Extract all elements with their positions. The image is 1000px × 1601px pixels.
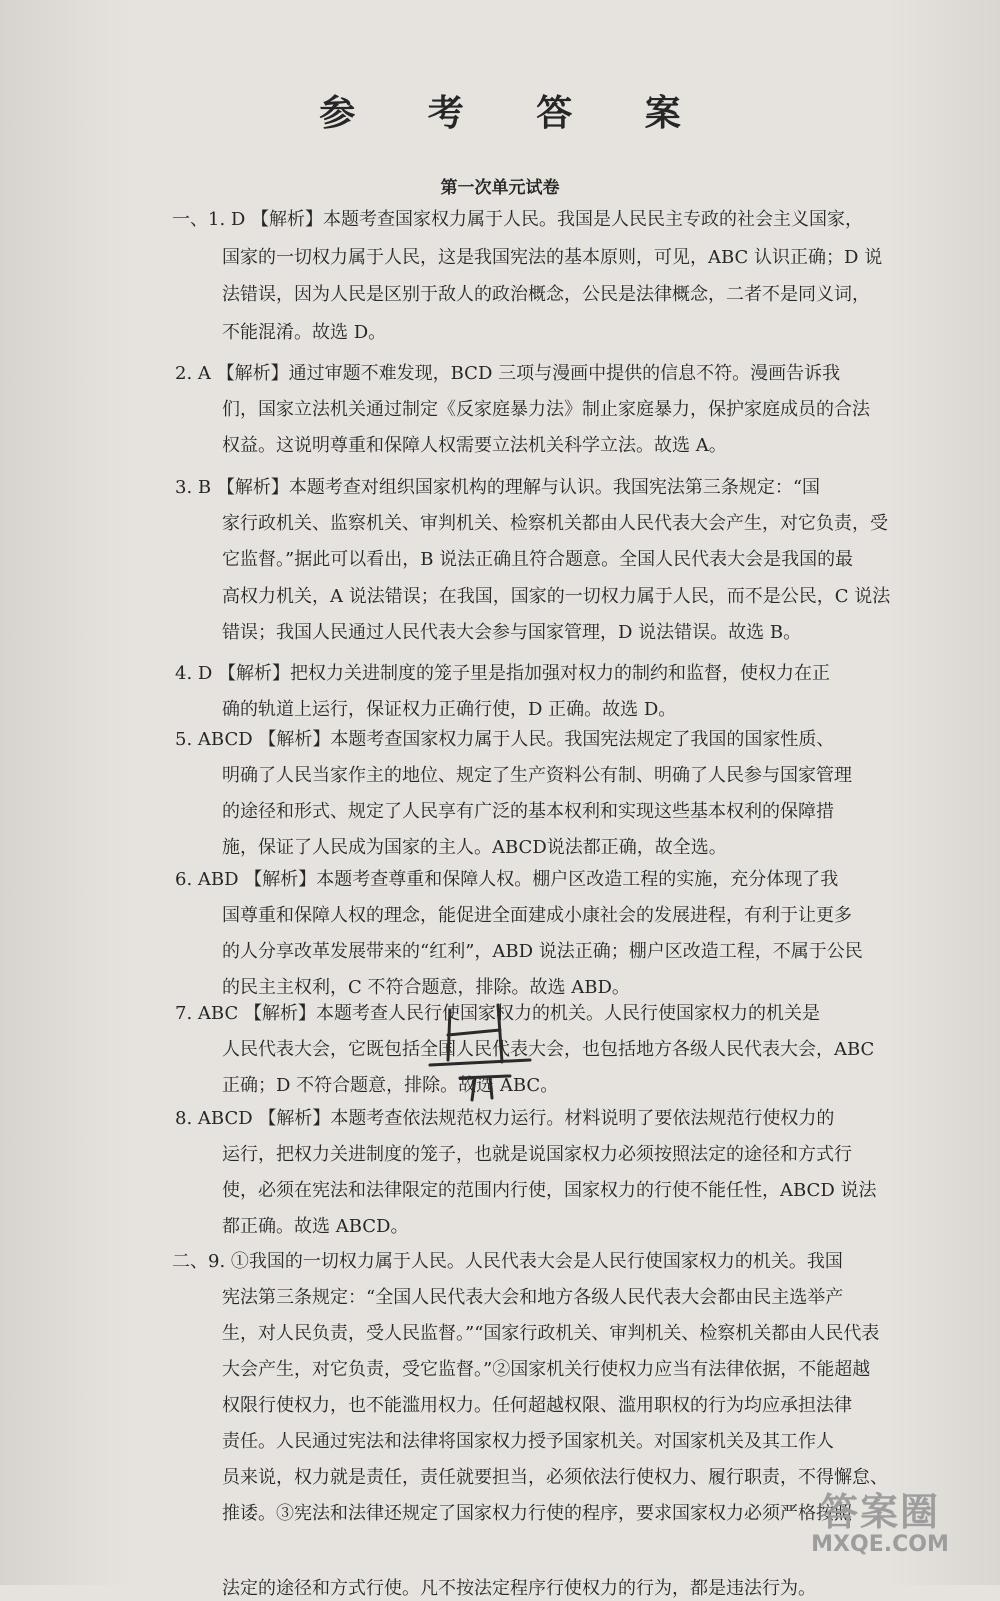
text-line: 的途径和形式、规定了人民享有广泛的基本权利和实现这些基本权利的保障措 bbox=[222, 801, 834, 822]
text-line: 6. ABD 【解析】本题考查尊重和保障人权。棚户区改造工程的实施，充分体现了我 bbox=[175, 869, 839, 890]
text-line: 人民代表大会，它既包括全国人民代表大会，也包括地方各级人民代表大会，ABC bbox=[222, 1039, 875, 1060]
handwritten-mark bbox=[420, 990, 540, 1110]
text-line: 3. B 【解析】本题考查对组织国家机构的理解与认识。我国宪法第三条规定：“国 bbox=[175, 477, 821, 498]
text-line: 正确；D 不符合题意，排除。故选 ABC。 bbox=[222, 1075, 559, 1096]
text-line: 明确了人民当家作主的地位、规定了生产资料公有制、明确了人民参与国家管理 bbox=[222, 765, 852, 786]
text-line: 法错误，因为人民是区别于敌人的政治概念，公民是法律概念，二者不是同义词， bbox=[222, 284, 870, 305]
text-line: 使，必须在宪法和法律限定的范围内行使，国家权力的行使不能任性，ABCD 说法 bbox=[222, 1180, 877, 1201]
text-line: 们，国家立法机关通过制定《反家庭暴力法》制止家庭暴力，保护家庭成员的合法 bbox=[222, 399, 870, 420]
text-line: 4. D 【解析】把权力关进制度的笼子里是指加强对权力的制约和监督，使权力在正 bbox=[175, 663, 831, 684]
text-line: 5. ABCD 【解析】本题考查国家权力属于人民。我国宪法规定了我国的国家性质、 bbox=[175, 729, 835, 750]
text-line: 二、9. ①我国的一切权力属于人民。人民代表大会是人民行使国家权力的机关。我国 bbox=[172, 1251, 843, 1272]
text-line: 的民主主权利，C 不符合题意，排除。故选 ABD。 bbox=[222, 977, 630, 998]
text-line: 高权力机关，A 说法错误；在我国，国家的一切权力属于人民，而不是公民，C 说法 bbox=[222, 586, 891, 607]
text-line: 责任。人民通过宪法和法律将国家权力授予国家机关。对国家机关及其工作人 bbox=[222, 1431, 834, 1452]
section-heading: 第一次单元试卷 bbox=[440, 178, 560, 198]
text-line: 确的轨道上运行，保证权力正确行使，D 正确。故选 D。 bbox=[222, 699, 677, 720]
text-line: 宪法第三条规定：“全国人民代表大会和地方各级人民代表大会都由民主选举产 bbox=[222, 1287, 844, 1308]
text-line: 运行，把权力关进制度的笼子，也就是说国家权力必须按照法定的途径和方式行 bbox=[222, 1144, 852, 1165]
text-line: 2. A 【解析】通过审题不难发现，BCD 三项与漫画中提供的信息不符。漫画告诉我 bbox=[175, 363, 841, 384]
text-line: 国家的一切权力属于人民，这是我国宪法的基本原则，可见，ABC 认识正确；D 说 bbox=[222, 247, 883, 268]
watermark bbox=[795, 1481, 965, 1557]
page-shadow-left bbox=[0, 0, 135, 1585]
text-line: 权益。这说明尊重和保障人权需要立法机关科学立法。故选 A。 bbox=[222, 435, 727, 456]
text-line: 不能混淆。故选 D。 bbox=[222, 322, 387, 343]
text-line: 员来说，权力就是责任，责任就要担当，必须依法行使权力、履行职责，不得懈怠、 bbox=[222, 1467, 888, 1488]
text-line: 权限行使权力，也不能滥用权力。任何超越权限、滥用职权的行为均应承担法律 bbox=[222, 1395, 852, 1416]
text-line: 推诿。③宪法和法律还规定了国家权力行使的程序，要求国家权力必须严格按照 bbox=[222, 1503, 852, 1524]
text-line: 8. ABCD 【解析】本题考查依法规范权力运行。材料说明了要依法规范行使权力的 bbox=[175, 1108, 835, 1129]
text-line: 家行政机关、监察机关、审判机关、检察机关都由人民代表大会产生，对它负责，受 bbox=[222, 513, 888, 534]
page-title: 参 考 答 案 bbox=[319, 92, 711, 134]
text-line: 它监督。”据此可以看出，B 说法正确且符合题意。全国人民代表大会是我国的最 bbox=[222, 549, 854, 570]
text-line: 一、1. D 【解析】本题考查国家权力属于人民。我国是人民民主专政的社会主义国家， bbox=[172, 209, 864, 230]
text-line: 生，对人民负责，受人民监督。”“国家行政机关、审判机关、检察机关都由人民代表 bbox=[222, 1323, 880, 1344]
watermark-logo: 答案圈 bbox=[819, 1490, 940, 1534]
text-line: 大会产生，对它负责，受它监督。”②国家机关行使权力应当有法律依据，不能超越 bbox=[222, 1359, 871, 1380]
text-line: 错误；我国人民通过人民代表大会参与国家管理，D 说法错误。故选 B。 bbox=[222, 622, 802, 643]
watermark-url: MXQE.COM bbox=[811, 1532, 949, 1557]
text-line: 都正确。故选 ABCD。 bbox=[222, 1216, 409, 1237]
text-line: 国尊重和保障人权的理念，能促进全面建成小康社会的发展进程，有利于让更多 bbox=[222, 905, 852, 926]
text-line: 施，保证了人民成为国家的主人。ABCD说法都正确，故全选。 bbox=[222, 837, 727, 858]
text-line: 法定的途径和方式行使。凡不按法定程序行使权力的行为，都是违法行为。 bbox=[222, 1578, 816, 1599]
text-line: 7. ABC 【解析】本题考查人民行使国家权力的机关。人民行使国家权力的机关是 bbox=[175, 1003, 820, 1024]
text-line: 的人分享改革发展带来的“红利”，ABD 说法正确；棚户区改造工程，不属于公民 bbox=[222, 941, 863, 962]
page-shadow-right bbox=[885, 0, 1000, 1585]
